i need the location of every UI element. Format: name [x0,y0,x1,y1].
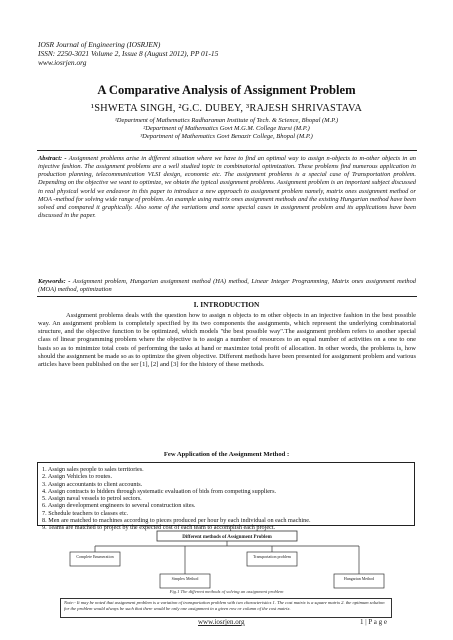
paper-title: A Comparative Analysis of Assignment Problem [97,83,356,97]
journal-name: IOSR Journal of Engineering (IOSRJEN) [38,40,161,49]
list-item: 5. Assign naval vessels to petrol sectors. [42,495,142,503]
diagram-label-simplex: Simplex Method [171,576,199,581]
page-number: 1 | P a g e [360,618,387,626]
keywords-text: Assignment problem, Hungarian assignment method (HA) method, Linear Integer Programming, Matrix ones assignment method (MOA) method, optimization [38,278,416,294]
keywords-label: Keywords: - [38,278,71,285]
list-item: 1. Assign sales people to sales territories. [42,466,144,473]
journal-website: www.iosrjen.org [38,58,87,67]
abstract-label: Abstract: - [38,155,67,162]
abstract-bottom-rule [37,296,417,297]
abstract [38,155,416,220]
diagram-label-hungarian: Hungarian Method [343,576,375,581]
diagram-label-complete-enumeration: Complete Enumeration [76,554,114,559]
issn-line: ISSN: 2250-3021 Volume 2, Issue 8 (August 2012), PP 01-15 [38,49,219,58]
methods-diagram [62,530,392,590]
introduction-paragraph: Assignment problems deals with the question how to assign n objects to m other objects in an injective fashion in the best possible way. An assignment problem is completely specified by its two components the assignments, which represent the underlying combinatorial structure, and the objective function to be optimized, which models "the best possible way".The assignment problem refers to another special class of linear programming problem where the objective is to assign a number of resources to an equal number of activities on a one to one basis so as to minimize total costs of performing the tasks at hand or maximize total profit of allocation. In other words, the problems is, how should the assignment be made so as to optimize the given objective. Different methods have been presented for assignment problem and various articles have been published on the ser [1], [2] and [3] for the history of these methods. [38,312,416,368]
section-heading: I. INTRODUCTION [193,300,260,309]
diagram-label-transportation: Transportation problem [253,554,291,559]
list-item: 4. Assign contracts to bidders through systematic evaluation of bids from competing suppliers. [42,487,277,495]
abstract-text: Assignment problems arise in different situation where we have to find an optimal way to assign n-objects to m-other objects in an injective fashion. The assignment problems are a well studied topic in combinatorial optimization. These problems find numerous application in production planning, telecommunication VLSI design, economic etc. The assignment problems is a special case of Transportation problem. Depending on the objective we want to optimize, we obtain the typical assignment problems. Assignment problem is an important subject discussed in real physical world we endeavor in this paper to introduce a new approach to assignment problem namely, matrix ones assignment method or MOA -method for solving wide range of problem. An example using matrix ones assignment methods and the existing Hungarian method have been solved and compared it graphically. Also some of the variations and some special cases in assignment problem and its applications have been discussed in the paper. [38,155,416,220]
note-box: Note:- It may be noted that assignment problem is a variation of transportation problem with two characteristics 1. The cost matrix is a square matrix 2. the optimum solution for the problem would always be such that there would be only one assignment in a given row or column of the cost matrix. [60,598,392,618]
abstract-top-rule [37,150,417,151]
author-list: ¹SHWETA SINGH, ²G.C. DUBEY, ³RAJESH SHRIVASTAVA [90,103,363,114]
list-item: 8. Men are matched to machines according to pieces produced per hour by each individual on each machine. [42,517,311,525]
list-item: 3. Assign accountants to client accounts. [42,480,143,488]
affiliation-2: ²Department of Mathematics Govt M.G.M. College Itarsi (M.P.) [143,125,310,132]
list-item: 7. Schedule teachers to classes etc. [42,509,129,517]
diagram-root-label: Different methods of Assignment Problem [182,535,272,541]
affiliation-1: ¹Department of Mathematics Radharaman Institute of Tech. & Science, Bhopal (M.P.) [114,117,339,124]
list-item: 9. Teams are matched to project by the expected cost of each team to accomplish each project. [42,524,276,532]
applications-heading: Few Application of the Assignment Method : [163,451,290,458]
list-item: 6. Assign development engineers to several construction sites. [42,502,196,510]
figure-caption: Fig.1 The different methods of solving an assignment problem [169,589,284,594]
footer-website-link[interactable]: www.iosrjen.org [198,618,245,626]
list-item: 2. Assign Vehicles to routes. [42,473,113,481]
affiliation-3: ³Department of Mathematics Govt Benazir College, Bhopal (M.P.) [140,133,313,140]
applications-list [37,462,415,532]
keywords [38,278,416,294]
